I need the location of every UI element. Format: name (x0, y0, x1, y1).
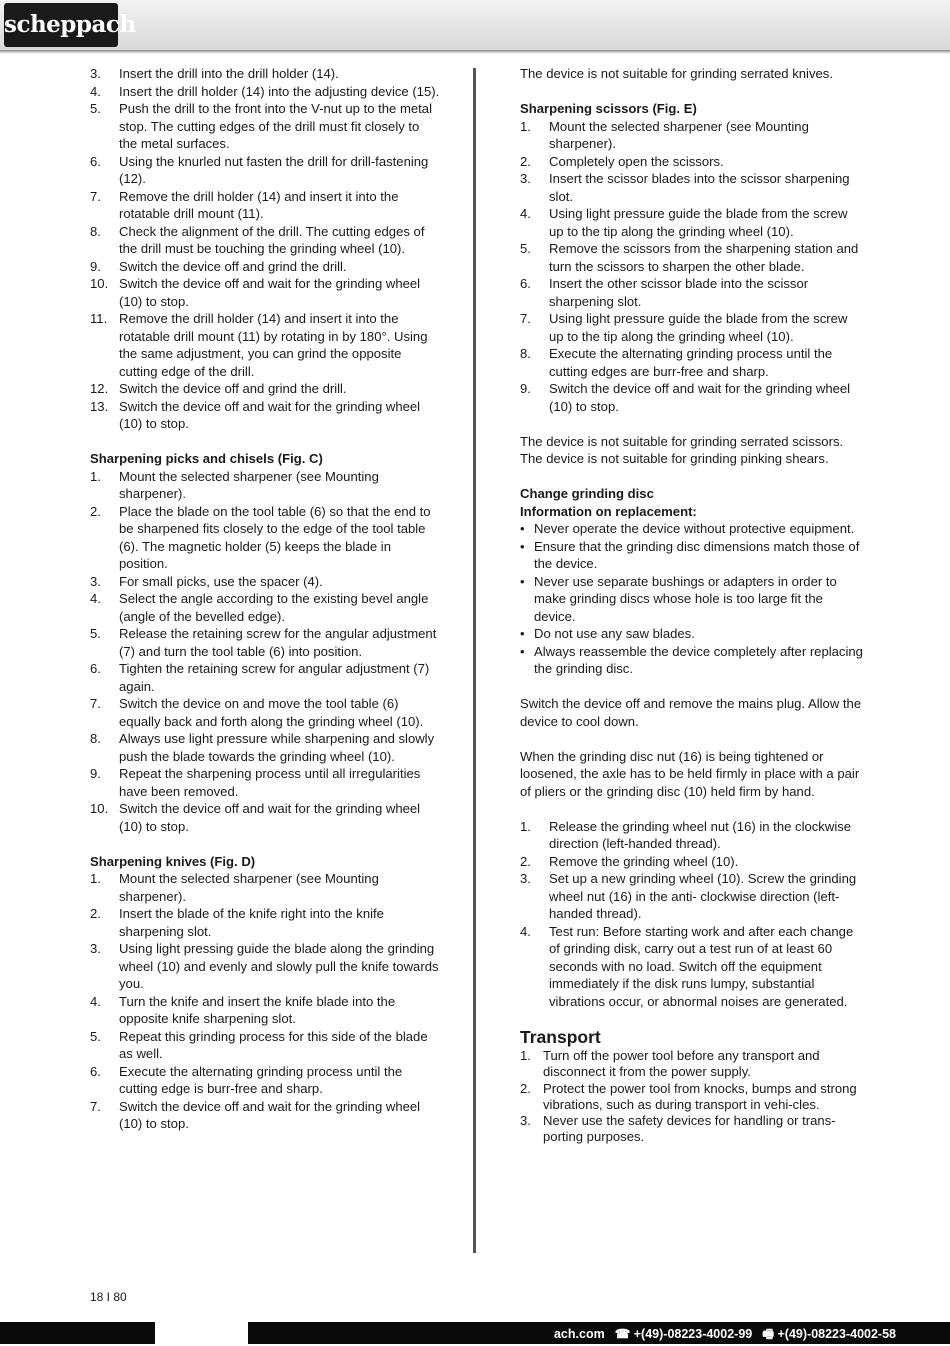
brand-logo: scheppach (4, 3, 118, 47)
list-item (520, 240, 865, 275)
item-text: Insert the blade of the knife right into the knife sharpening slot. (119, 906, 384, 939)
item-number: 6. (90, 153, 101, 169)
item-text: Test run: Before starting work and after each change of grinding disk, carry out a test run of at least 60 seconds with no load. Switch off the equipment immediately if the disk runs lumpy, substantial vibrations occur, or abnormal noises are generated. (549, 923, 854, 1009)
picks-heading: Sharpening picks and chisels (Fig. C) (90, 451, 323, 466)
list-item (90, 83, 440, 101)
list-item (90, 310, 440, 380)
list-item (90, 870, 440, 905)
item-text: Switch the device off and wait for the grinding wheel (10) to stop. (119, 801, 421, 834)
transport-heading: Transport (520, 1027, 601, 1047)
item-text: Using light pressing guide the blade along the grinding wheel (10) and evenly and slowly pull the knife towards you. (119, 941, 439, 991)
list-item (90, 398, 440, 433)
item-number: 6. (520, 276, 531, 291)
item-number: 5. (90, 1028, 101, 1044)
bullet-text: Do not use any saw blades. (534, 626, 695, 641)
footer-white-block (155, 1322, 248, 1344)
item-text: Switch the device off and grind the drill. (119, 258, 347, 274)
transport-steps-list (520, 1048, 865, 1146)
item-number: 9. (520, 381, 531, 396)
list-item (90, 730, 440, 765)
scissors-heading: Sharpening scissors (Fig. E) (520, 101, 697, 116)
item-text: Mount the selected sharpener (see Mounting sharpener). (549, 118, 809, 151)
item-text: Mount the selected sharpener (see Mounting sharpener). (119, 871, 379, 904)
disc-subheading: Information on replacement: (520, 503, 697, 519)
item-text: Remove the drill holder (14) and insert it into the rotatable drill mount (11). (119, 188, 399, 221)
bullet-text: Always reassemble the device completely after replacing the grinding disc. (534, 643, 863, 676)
list-item (90, 590, 440, 625)
item-text: Switch the device off and grind the drill. (119, 381, 347, 396)
item-number: 7. (520, 311, 531, 326)
list-item (90, 1063, 440, 1098)
item-text: Insert the drill into the drill holder (14). (119, 66, 339, 81)
list-item (90, 503, 440, 573)
item-number: 6. (90, 1063, 101, 1079)
knives-steps-list (90, 870, 440, 1133)
disc-paragraph-axle: When the grinding disc nut (16) is being tightened or loosened, the axle has to be held firmly in place with a pair of pliers or the grinding disc (10) held firm by hand. (520, 748, 860, 799)
item-text: For small picks, use the spacer (4). (119, 573, 323, 589)
item-number: 4. (90, 83, 101, 99)
list-item (90, 695, 440, 730)
item-text: Insert the scissor blades into the scissor sharpening slot. (549, 171, 850, 204)
item-number: 2. (90, 906, 101, 921)
bullet-item (520, 520, 865, 538)
list-item (90, 993, 440, 1028)
footer-contact (544, 1325, 896, 1346)
list-item (90, 625, 440, 660)
list-item (520, 310, 865, 345)
item-number: 1. (520, 118, 531, 134)
item-text: Never use the safety devices for handling or trans-porting purposes. (543, 1113, 836, 1145)
list-item (90, 1098, 440, 1133)
item-number: 6. (90, 661, 101, 676)
column-divider (473, 68, 476, 1253)
item-text: Push the drill to the front into the V-nut up to the metal stop. The cutting edges of the drill must fit closely to the metal surfaces. (119, 101, 432, 151)
item-text: Tighten the retaining screw for angular adjustment (7) again. (119, 661, 430, 694)
disc-paragraph-unplug: Switch the device off and remove the mains plug. Allow the device to cool down. (520, 696, 862, 729)
list-item (520, 1113, 865, 1146)
item-number: 3. (520, 1113, 531, 1129)
item-text: Switch the device on and move the tool table (6) equally back and forth along the grinding wheel (10). (119, 696, 424, 729)
bullet-item (520, 538, 865, 573)
item-text: Using light pressure guide the blade from the screw up to the tip along the grinding wheel (10). (549, 206, 848, 239)
item-number: 8. (90, 223, 101, 239)
item-text: Completely open the scissors. (549, 153, 724, 169)
bullet-icon: • (520, 643, 525, 659)
disc-steps-list (520, 818, 865, 1011)
list-item (520, 380, 865, 415)
list-item (520, 275, 865, 310)
footer-website: ach.com (553, 1327, 605, 1341)
item-text: Protect the power tool from knocks, bumps and strong vibrations, such as during transport in vehi-cles. (543, 1080, 857, 1112)
list-item (90, 258, 440, 276)
picks-steps-list (90, 468, 440, 836)
item-number: 4. (520, 923, 531, 939)
item-number: 1. (520, 1048, 531, 1063)
item-text: Turn the knife and insert the knife blade into the opposite knife sharpening slot. (119, 993, 396, 1026)
item-text: Repeat the sharpening process until all irregularities have been removed. (119, 766, 421, 799)
list-item (90, 800, 440, 835)
footer-phone: ☎ +(49)-08223-4002-99 (614, 1327, 753, 1341)
list-item (520, 818, 865, 853)
list-item (90, 188, 440, 223)
list-item (520, 870, 865, 923)
list-item (90, 153, 440, 188)
item-text: Switch the device off and wait for the grinding wheel (10) to stop. (119, 276, 421, 309)
item-number: 11. (90, 311, 108, 326)
scissors-note-pinking: The device is not suitable for grinding pinking shears. (520, 451, 829, 466)
list-item (90, 940, 440, 993)
list-item (90, 765, 440, 800)
item-text: Repeat this grinding process for this side of the blade as well. (119, 1028, 428, 1061)
item-text: Select the angle according to the existing bevel angle (angle of the bevelled edge). (119, 591, 429, 624)
bullet-text: Ensure that the grinding disc dimensions match those of the device. (534, 538, 860, 571)
item-number: 7. (90, 1098, 101, 1114)
list-item (520, 923, 865, 1011)
drill-steps-list (90, 65, 440, 433)
knives-heading: Sharpening knives (Fig. D) (90, 853, 256, 869)
item-text: Set up a new grinding wheel (10). Screw the grinding wheel nut (16) in the anti- clockwise direction (left-handed thread). (549, 871, 857, 921)
page-number: 18 I 80 (90, 1290, 127, 1304)
item-number: 3. (90, 941, 101, 956)
list-item (520, 1081, 865, 1114)
item-text: Execute the alternating grinding process until the cutting edge is burr-free and sharp. (119, 1063, 403, 1096)
item-text: Using the knurled nut fasten the drill for drill-fastening (12). (119, 153, 429, 186)
item-text: Remove the scissors from the sharpening station and turn the scissors to sharpen the other blade. (549, 241, 859, 274)
list-item (90, 468, 440, 503)
bullet-icon: • (520, 538, 525, 554)
item-text: Remove the grinding wheel (10). (549, 853, 739, 869)
disc-heading: Change grinding disc (520, 486, 654, 501)
item-number: 7. (90, 696, 101, 711)
bullet-icon: • (520, 626, 525, 641)
item-text: Insert the other scissor blade into the scissor sharpening slot. (549, 276, 809, 309)
item-number: 4. (520, 206, 531, 221)
item-number: 3. (520, 871, 531, 886)
item-text: Switch the device off and wait for the grinding wheel (10) to stop. (549, 381, 851, 414)
list-item (90, 275, 440, 310)
list-item (520, 170, 865, 205)
item-text: Remove the drill holder (14) and insert it into the rotatable drill mount (11) by rotating in by 180°. Using the same adjustment, you can grind the opposite cutting edge of the drill. (119, 311, 428, 379)
item-text: Always use light pressure while sharpening and slowly push the blade towards the grinding wheel (10). (119, 731, 435, 764)
left-column (90, 65, 440, 1133)
item-number: 4. (90, 993, 101, 1009)
item-text: Using light pressure guide the blade from the screw up to the tip along the grinding wheel (10). (549, 311, 848, 344)
item-number: 3. (90, 66, 101, 81)
item-text: Switch the device off and wait for the grinding wheel (10) to stop. (119, 398, 421, 431)
page-footer (0, 1322, 950, 1344)
list-item (90, 100, 440, 153)
scissors-steps-list (520, 118, 865, 416)
header-shadow (0, 50, 950, 54)
right-column (520, 65, 865, 1146)
item-number: 9. (90, 258, 101, 274)
item-number: 3. (520, 171, 531, 186)
item-number: 2. (520, 853, 531, 869)
item-text: Insert the drill holder (14) into the adjusting device (15). (119, 83, 440, 99)
item-number: 1. (90, 468, 101, 484)
list-item (520, 345, 865, 380)
list-item (520, 118, 865, 153)
item-number: 2. (520, 153, 531, 169)
bullet-text: Never use separate bushings or adapters in order to make grinding discs whose hole is too large fit the device. (534, 573, 837, 624)
list-item (520, 153, 865, 171)
item-text: Execute the alternating grinding process until the cutting edges are burr-free and sharp. (549, 346, 833, 379)
page-header (0, 0, 950, 50)
item-number: 5. (520, 241, 531, 256)
item-number: 8. (90, 731, 101, 746)
footer-fax: 🖷 +(49)-08223-4002-58 (762, 1327, 896, 1341)
list-item (90, 1028, 440, 1063)
bullet-item (520, 573, 865, 626)
item-number: 9. (90, 766, 101, 781)
list-item (520, 205, 865, 240)
list-item (90, 65, 440, 83)
bullet-text: Never operate the device without protective equipment. (534, 521, 855, 536)
item-text: Check the alignment of the drill. The cutting edges of the drill must be touching the grinding wheel (10). (119, 223, 425, 256)
item-text: Release the grinding wheel nut (16) in the clockwise direction (left-handed thread). (549, 818, 852, 851)
item-number: 10. (90, 801, 109, 816)
list-item (520, 1048, 865, 1081)
item-number: 2. (90, 503, 101, 519)
item-number: 13. (90, 398, 109, 414)
item-number: 12. (90, 381, 109, 396)
item-text: Release the retaining screw for the angular adjustment (7) and turn the tool table (6) into position. (119, 626, 437, 659)
item-number: 2. (520, 1080, 531, 1096)
item-number: 8. (520, 346, 531, 361)
item-number: 3. (90, 573, 101, 589)
list-item (90, 573, 440, 591)
item-text: Place the blade on the tool table (6) so that the end to be sharpened fits closely to the edge of the tool table (6). The magnetic holder (5) keeps the blade in position. (119, 503, 431, 571)
list-item (90, 223, 440, 258)
bullet-icon: • (520, 573, 525, 589)
item-text: Mount the selected sharpener (see Mounting sharpener). (119, 468, 379, 501)
item-text: Switch the device off and wait for the grinding wheel (10) to stop. (119, 1098, 421, 1131)
item-number: 7. (90, 188, 101, 204)
knives-note: The device is not suitable for grinding serrated knives. (520, 66, 833, 81)
list-item (520, 853, 865, 871)
item-number: 5. (90, 626, 101, 641)
disc-bullet-list (520, 520, 865, 678)
bullet-icon: • (520, 521, 525, 536)
item-number: 5. (90, 101, 101, 116)
item-number: 4. (90, 591, 101, 606)
item-text: Turn off the power tool before any transport and disconnect it from the power supply. (543, 1048, 820, 1080)
list-item (90, 660, 440, 695)
item-number: 1. (520, 818, 531, 834)
bullet-item (520, 643, 865, 678)
item-number: 1. (90, 871, 101, 886)
list-item (90, 905, 440, 940)
item-number: 10. (90, 276, 109, 291)
list-item (90, 380, 440, 398)
scissors-note-serrated: The device is not suitable for grinding serrated scissors. (520, 433, 844, 449)
bullet-item (520, 625, 865, 643)
